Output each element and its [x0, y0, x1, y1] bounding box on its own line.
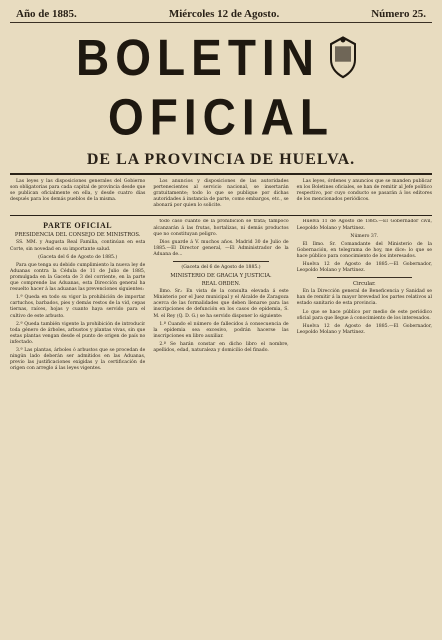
paragraph: 2.ª Queda también vigente la prohibición de introducir toda género de árboles, arbustos y plantas vivas, sin que estas plantas vengan desde el punto de origen de país no infectado. [10, 321, 146, 345]
date-label: Miércoles 12 de Agosto. [168, 8, 280, 20]
paragraph: 1.º Cuando el número de fallecidos á consecuencia de la epidemia sea excesivo, podrán hacerse las inscripciones en libro auxiliar. [153, 321, 289, 339]
column-3 [297, 219, 432, 629]
section-heading: PARTE OFICIAL [43, 221, 113, 231]
divider [317, 277, 412, 278]
paragraph: 3.ª Las plantas, árboles ó arbustos que se procedan de ningún lado deberán ser admitidos en las Aduanas, previo las justificaciones exigidas y la certificación de origen con arreglo á las leyes vigentes. [10, 347, 146, 372]
paragraph: Huelva 12 de Agosto de 1885.—El Gobernador, Leopoldo Molano y Martinez. [296, 262, 432, 274]
paragraph: Para que tenga su debido cumplimiento la nueva ley de Aduanas contra la Cédula de 11 de Julio de 1885, promulgada en la Gaceta de 3 del corriente, en la parte que comprende las Aduanas, esta Dirección general ha resuelto hacer á las aduanas las prevenciones siguientes: [10, 262, 146, 293]
masthead-topline [10, 4, 432, 23]
paragraph: Huelva 11 de Agosto de 1885.—El Gobernador civil, Leopoldo Molano y Martinez. [296, 219, 432, 231]
paragraph: 1.ª Queda en todo su vigor la prohibición de importar cartuchos, barbados, pies y demás restos de la vid, cepas tiernas, raíces, hojas y cuanto haya servido para el cultivo de este arbusto. [10, 295, 146, 319]
paragraph: todo caso cuanto de la prohibición se trata; tampoco alcanzarán á las frutas, hortalizas, ni demás productos que no constituyan peligro. [153, 219, 289, 237]
title-left: BOLETIN [76, 28, 320, 86]
column-2 [153, 219, 288, 629]
paragraph: 2.º Se harán constar en dicho libro el nombre, apellidos, edad, naturaleza y domicilio del finado. [153, 341, 289, 353]
paragraph: En la Dirección general de Beneficencia y Sanidad se han de remitir á la mayor brevedad los partes relativos al estado sanitario de esta provincia. [296, 289, 432, 307]
section-subheading: PRESIDENCIA DEL CONSEJO DE MINISTROS. [14, 232, 141, 239]
issue-number: Número 25. [371, 8, 426, 20]
intro-notice: Los anuncios y disposiciones de las autoridades pertenecientes al servicio nacional, se insertarán gratuitamente; todo lo que se publique por dichas autoridades á instancia de parte, como embargos, etc., se abonará por quien lo solicite. [153, 179, 289, 209]
paragraph: Lo que se hace público por medio de este periódico oficial para que llegue á conocimiento de los interesados. [296, 309, 432, 321]
article-columns [10, 215, 432, 629]
year-label: Año de 1885. [16, 8, 77, 20]
paragraph: El Ilmo. Sr. Comandante del Ministerio de la Gobernación, en telegrama de hoy, me dice: lo que se hace público para conocimiento de los interesados. [296, 241, 432, 259]
paragraph: (Gaceta del 6 de Agosto de 1885.) [38, 254, 118, 260]
intro-notice: Las leyes, órdenes y anuncios que se manden publicar en los Boletines oficiales, se han de remitir al Jefe político respectivo, por cuyo conducto se pasarán á los editores de los mencionados periódicos. [296, 179, 432, 203]
intro-notices [10, 179, 432, 211]
intro-notice: Las leyes y las disposiciones generales del Gobierno son obligatorias para cada capital de provincia desde que se publican oficialmente en ella, y desde cuatro días después para los demás pueblos de la misma. [10, 179, 146, 203]
coat-of-arms-icon [326, 35, 360, 79]
newspaper-subtitle: DE LA PROVINCIA DE HUELVA. [10, 151, 432, 175]
newspaper-title [10, 28, 432, 147]
divider [173, 261, 268, 262]
paragraph: Número 37. [350, 233, 379, 239]
paragraph: SS. MM. y Augusta Real Familia, continúan en esta Corte, sin novedad en su importante salud. [10, 240, 146, 252]
column-1 [10, 219, 145, 629]
paragraph: Huelva 12 de Agosto de 1885.—El Gobernador, Leopoldo Molano y Martinez. [296, 323, 432, 335]
paragraph: Ilmo. Sr.: En vista de la consulta elevada á este Ministerio por el Juez municipal y el Alcalde de Zaragoza acerca de las formalidades que deben llenarse para las inscripciones de defunción en los casos de epidemia, S. M. el Rey (Q. D. G.) se ha servido disponer lo siguiente: [153, 289, 289, 319]
paragraph: (Gaceta del 6 de Agosto de 1885.) [181, 265, 261, 271]
section-subheading: Circular. [352, 281, 376, 288]
title-right: OFICIAL [108, 88, 334, 146]
section-subheading: REAL ORDEN. [201, 281, 241, 288]
paragraph: Dios guarde á V. muchos años. Madrid 30 de Julio de 1885.—El Director general, —El Administrador de la Aduana de... [153, 239, 289, 257]
section-subheading: MINISTERIO DE GRACIA Y JUSTICIA. [170, 273, 272, 280]
